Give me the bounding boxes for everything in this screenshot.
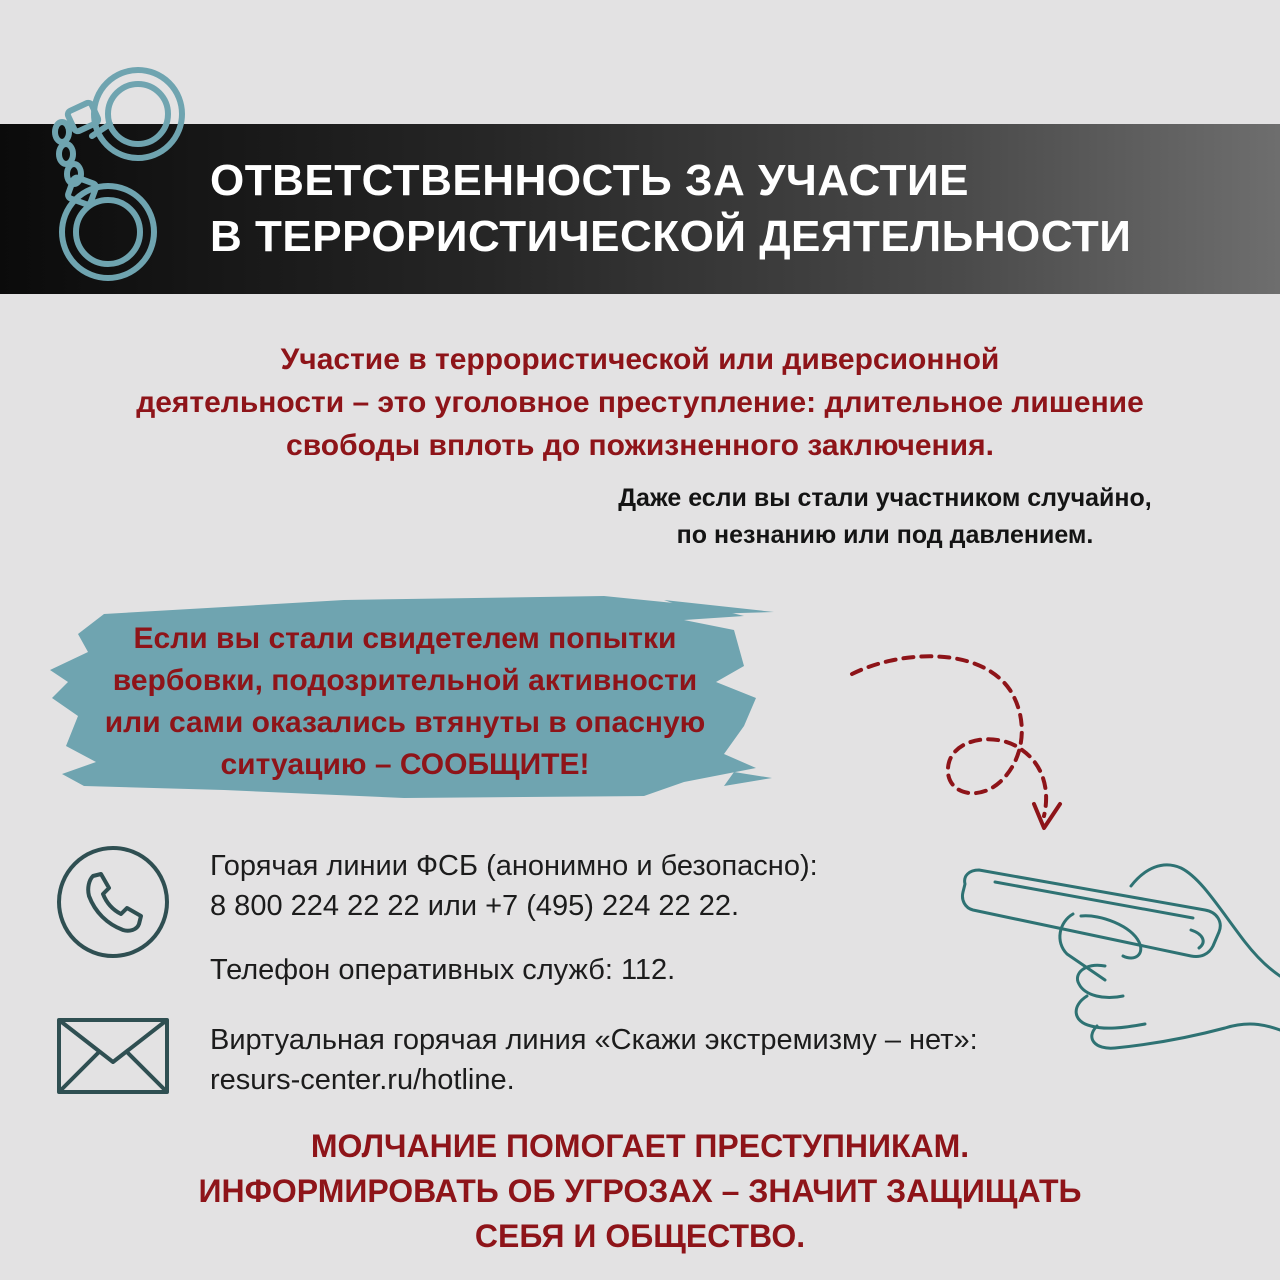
footer-line-1: МОЛЧАНИЕ ПОМОГАЕТ ПРЕСТУПНИКАМ.: [310, 1128, 970, 1164]
dashed-arrow-icon: [840, 640, 1080, 840]
intro-line-3: свободы вплоть до пожизненного заключения.: [286, 429, 994, 462]
envelope-icon: [55, 1016, 171, 1096]
witness-line-2: вербовки, подозрительной активности: [112, 664, 698, 697]
footer-line-2: ИНФОРМИРОВАТЬ ОБ УГРОЗАХ – ЗНАЧИТ ЗАЩИЩАТЬ: [198, 1173, 1082, 1209]
page-title: [210, 153, 1250, 265]
fsb-hotline: [210, 846, 818, 926]
phone-icon: [55, 844, 171, 960]
title-line-2: В ТЕРРОРИСТИЧЕСКОЙ ДЕЯТЕЛЬНОСТИ: [210, 212, 1132, 261]
title-line-1: ОТВЕТСТВЕННОСТЬ ЗА УЧАСТИЕ: [210, 156, 970, 205]
witness-line-3: или сами оказались втянуты в опасную: [104, 706, 706, 739]
fsb-hotline-label: Горячая линии ФСБ (анонимно и безопасно):: [210, 850, 818, 882]
handcuffs-icon: [40, 62, 200, 282]
virtual-hotline-link[interactable]: resurs-center.ru/hotline.: [210, 1064, 515, 1096]
witness-callout: [60, 618, 750, 786]
emergency-phone-text: Телефон оперативных служб: 112.: [210, 954, 676, 986]
footer-slogan: [60, 1124, 1220, 1259]
intro-paragraph: [60, 338, 1220, 467]
intro-line-1: Участие в террористической или диверсионной: [280, 343, 1000, 376]
note-line-2: по незнанию или под давлением.: [676, 521, 1094, 549]
virtual-hotline-label: Виртуальная горячая линия «Скажи экстремизму – нет»:: [210, 1024, 978, 1056]
hand-holding-phone-icon: [955, 850, 1280, 1060]
witness-line-1: Если вы стали свидетелем попытки: [133, 622, 677, 655]
intro-line-2: деятельности – это уголовное преступление: длительное лишение: [136, 386, 1144, 419]
note-paragraph: [520, 480, 1250, 554]
fsb-hotline-numbers: 8 800 224 22 22 или +7 (495) 224 22 22.: [210, 890, 740, 922]
witness-line-4: ситуацию – СООБЩИТЕ!: [220, 748, 590, 781]
footer-line-3: СЕБЯ И ОБЩЕСТВО.: [474, 1218, 806, 1254]
note-line-1: Даже если вы стали участником случайно,: [618, 484, 1152, 512]
emergency-phone: [210, 950, 675, 990]
virtual-hotline: [210, 1020, 978, 1100]
